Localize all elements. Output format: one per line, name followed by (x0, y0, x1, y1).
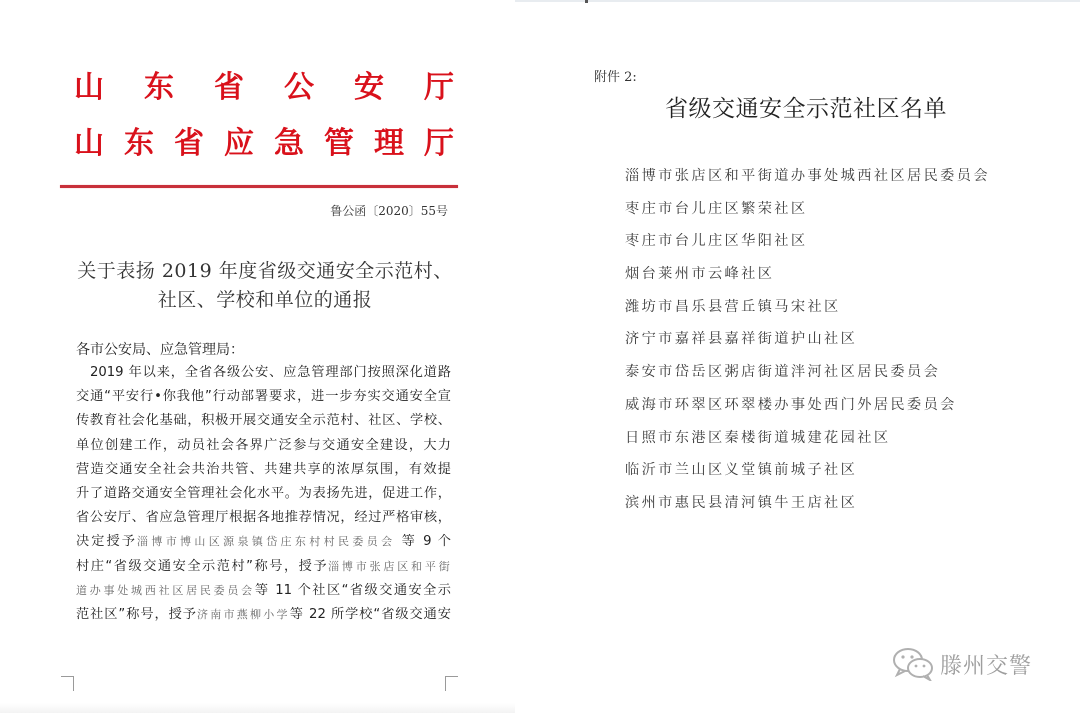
community-list (625, 160, 990, 520)
community-list-item: 泰安市岱岳区粥店街道泮河社区居民委员会 (625, 364, 941, 381)
body-line (76, 385, 451, 409)
salutation: 各市公安局、应急管理局： (76, 342, 244, 358)
body-line (76, 579, 451, 603)
notice-title-line: 关于表扬 2019 年度省级交通安全示范村、 (77, 260, 453, 282)
community-list-item: 淄博市张店区和平街道办事处城西社区居民委员会 (625, 168, 990, 184)
body-text-segment: 村庄“省级交通安全示范村”称号，授予 (76, 558, 329, 574)
community-list-item: 枣庄市台儿庄区华阳社区 (625, 233, 808, 250)
page-top-mark (585, 0, 588, 3)
body-text-segment: 省公安厅、省应急管理厅根据各地推荐情况，经过严格审核， (76, 510, 451, 526)
honored-org-name: 淄博市张店区和平街 (328, 559, 452, 573)
body-line (76, 555, 451, 579)
page-bottom-edge (0, 703, 520, 713)
letterhead-char: 东 (124, 126, 154, 161)
page-corner-mark (61, 676, 74, 691)
attachment-page (515, 0, 1080, 713)
body-text-segment: 单位创建工作，动员社会各界广泛参与交通安全建设，大力 (76, 437, 451, 453)
letterhead-emergency-management (74, 126, 454, 162)
body-text-segment: 传教育社会化基础，积极开展交通安全示范村、社区、学校、 (76, 413, 451, 429)
body-text-segment: 决定授予 (76, 534, 137, 550)
notice-title (70, 257, 460, 315)
body-line (76, 458, 451, 482)
community-list-item: 烟台莱州市云峰社区 (625, 266, 775, 283)
page-corner-mark (445, 676, 458, 691)
letterhead-char: 安 (354, 70, 384, 105)
letterhead-char: 山 (74, 126, 104, 161)
community-list-item: 潍坊市昌乐县营丘镇马宋社区 (625, 298, 841, 315)
body-text-segment: 范社区”称号，授予 (76, 607, 197, 623)
body-line (76, 409, 451, 433)
document-number: 鲁公函〔2020〕55号 (330, 204, 448, 218)
community-list-item: 滨州市惠民县清河镇牛王店社区 (625, 494, 858, 511)
notice-body (76, 361, 451, 627)
letterhead-char: 省 (214, 70, 244, 105)
community-list-item: 济宁市嘉祥县嘉祥街道护山社区 (625, 331, 858, 348)
list-title: 省级交通安全示范社区名单 (665, 96, 947, 122)
red-divider (60, 185, 458, 188)
notice-title-line: 社区、学校和单位的通报 (157, 289, 373, 311)
wechat-icon (892, 647, 936, 681)
community-list-item: 临沂市兰山区义堂镇前城子社区 (625, 462, 858, 479)
letterhead-char: 厅 (424, 70, 454, 105)
letterhead-public-security (74, 70, 454, 106)
body-text-segment: 2019 年以来，全省各级公安、应急管理部门按照深化道路 (90, 365, 451, 380)
notice-page (0, 0, 510, 713)
letterhead-char: 东 (144, 70, 174, 105)
honored-org-name: 淄博市博山区源泉镇岱庄东村村民委员会 (136, 535, 396, 549)
watermark-text: 滕州交警 (940, 653, 1033, 679)
body-text-segment: 升了道路交通安全管理社会化水平。为表扬先进，促进工作， (76, 486, 451, 502)
watermark (892, 647, 1032, 681)
community-list-item: 威海市环翠区环翠楼办事处西门外居民委员会 (625, 396, 957, 413)
letterhead-char: 应 (224, 126, 254, 161)
body-line (76, 482, 451, 506)
honored-org-name: 济南市燕柳小学 (196, 608, 290, 622)
body-text-segment: 交通“平安行•你我他”行动部署要求，进一步夯实交通安全宣 (76, 389, 451, 405)
letterhead-char: 省 (174, 126, 204, 161)
body-line (76, 506, 451, 530)
letterhead-char: 山 (74, 70, 104, 105)
letterhead-char: 理 (374, 126, 404, 161)
letterhead-char: 公 (284, 70, 314, 105)
body-line (76, 530, 451, 554)
attachment-label: 附件 2: (594, 70, 637, 85)
body-line (76, 603, 451, 627)
community-list-item: 枣庄市台儿庄区繁荣社区 (625, 200, 808, 217)
body-text-segment: 等 9 个 (395, 534, 451, 550)
body-text-segment: 营造交通安全社会共治共管、共建共享的浓厚氛围，有效提 (76, 461, 451, 477)
letterhead-char: 急 (274, 126, 304, 161)
body-text-segment: 等 22 所学校“省级交通安 (289, 607, 451, 623)
honored-org-name: 道办事处城西社区居民委员会 (76, 583, 255, 597)
letterhead-char: 管 (324, 126, 354, 161)
body-line (76, 434, 451, 458)
letterhead-char: 厅 (424, 126, 454, 161)
body-line (76, 361, 451, 385)
community-list-item: 日照市东港区秦楼街道城建花园社区 (625, 429, 891, 446)
page-top-edge (515, 0, 1080, 2)
body-text-segment: 等 11 个社区“省级交通安全示 (254, 582, 451, 598)
